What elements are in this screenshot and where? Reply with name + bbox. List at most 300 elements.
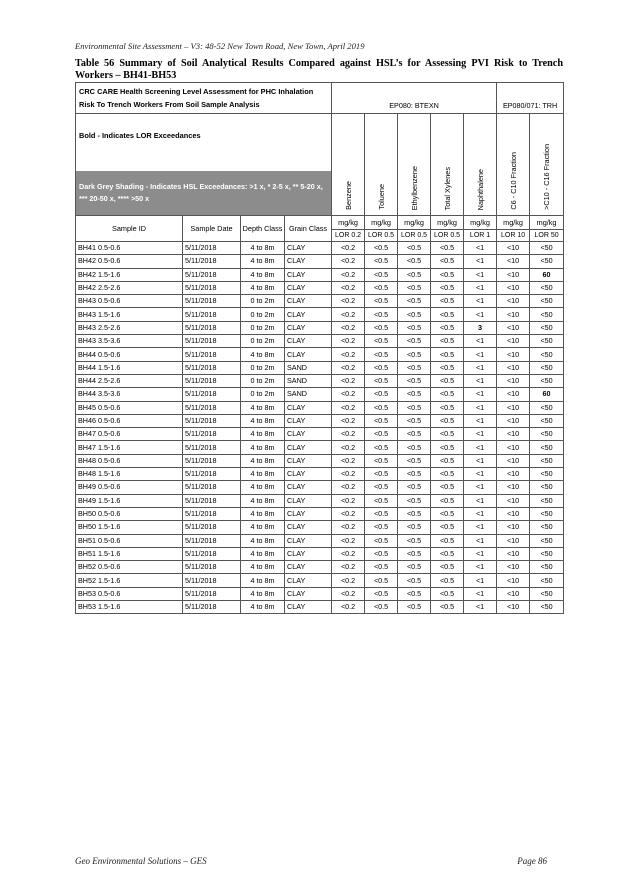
analyte-label: Toluene <box>376 184 386 210</box>
depth-class-cell: 4 to 8m <box>241 454 285 467</box>
result-cell: <50 <box>530 255 564 268</box>
table-row <box>76 547 564 560</box>
table-row <box>76 281 564 294</box>
result-cell: <0.5 <box>398 587 431 600</box>
result-cell: <10 <box>497 295 530 308</box>
result-cell: <0.2 <box>332 601 365 614</box>
result-cell: <0.5 <box>431 255 464 268</box>
result-cell: <10 <box>497 468 530 481</box>
result-cell: <0.5 <box>398 374 431 387</box>
sample-id-cell: BH44 1.5-1.6 <box>76 361 183 374</box>
depth-class-cell: 4 to 8m <box>241 255 285 268</box>
result-cell: <50 <box>530 428 564 441</box>
grain-class-cell: CLAY <box>285 601 332 614</box>
sample-id-cell: BH43 0.5-0.6 <box>76 295 183 308</box>
depth-class-cell: 0 to 2m <box>241 335 285 348</box>
analyte-label: Ethylbenzene <box>409 165 419 210</box>
unit-cell: mg/kg <box>530 216 564 230</box>
lor-cell: LOR 50 <box>530 230 564 242</box>
running-header: Environmental Site Assessment – V3: 48-52 New Town Road, New Town, April 2019 <box>75 41 365 51</box>
result-cell: <0.5 <box>398 335 431 348</box>
result-cell: <1 <box>464 481 497 494</box>
shading-note: Dark Grey Shading - Indicates HSL Exceedances: >1 x, * 2-5 x, ** 5-20 x, *** 20-50 x, **** >50 x <box>76 171 332 216</box>
result-cell: <0.5 <box>431 401 464 414</box>
grain-class-cell: SAND <box>285 361 332 374</box>
grain-class-cell: CLAY <box>285 521 332 534</box>
result-cell: <0.5 <box>431 414 464 427</box>
sample-id-cell: BH50 0.5-0.6 <box>76 507 183 520</box>
result-cell: <1 <box>464 401 497 414</box>
depth-class-cell: 4 to 8m <box>241 507 285 520</box>
result-cell: <10 <box>497 255 530 268</box>
result-cell: <0.5 <box>431 428 464 441</box>
grain-class-cell: CLAY <box>285 242 332 255</box>
analyte-header <box>464 114 497 216</box>
result-cell: <0.2 <box>332 295 365 308</box>
result-cell: <0.5 <box>365 561 398 574</box>
result-cell: <0.5 <box>431 281 464 294</box>
sample-date-cell: 5/11/2018 <box>183 308 241 321</box>
result-cell: <50 <box>530 335 564 348</box>
result-cell: <0.2 <box>332 255 365 268</box>
result-cell: 3 <box>464 321 497 334</box>
result-cell: <0.5 <box>398 268 431 281</box>
sample-id-cell: BH44 2.5-2.6 <box>76 374 183 387</box>
result-cell: <0.5 <box>365 547 398 560</box>
col-grain-class: Grain Class <box>285 216 332 242</box>
result-cell: <50 <box>530 507 564 520</box>
result-cell: <1 <box>464 441 497 454</box>
analyte-label: C6 - C10 Fraction <box>508 152 518 210</box>
result-cell: <0.2 <box>332 454 365 467</box>
result-cell: <1 <box>464 255 497 268</box>
result-cell: <0.2 <box>332 441 365 454</box>
result-cell: <0.5 <box>398 361 431 374</box>
grain-class-cell: CLAY <box>285 428 332 441</box>
depth-class-cell: 0 to 2m <box>241 361 285 374</box>
result-cell: <0.5 <box>365 361 398 374</box>
result-cell: <50 <box>530 521 564 534</box>
sample-date-cell: 5/11/2018 <box>183 428 241 441</box>
sample-id-cell: BH48 1.5-1.6 <box>76 468 183 481</box>
sample-id-cell: BH43 2.5-2.6 <box>76 321 183 334</box>
result-cell: 60 <box>530 268 564 281</box>
result-cell: <0.5 <box>398 601 431 614</box>
result-cell: <0.5 <box>398 454 431 467</box>
result-cell: <1 <box>464 561 497 574</box>
result-cell: <10 <box>497 507 530 520</box>
result-cell: <0.5 <box>431 348 464 361</box>
sample-id-cell: BH46 0.5-0.6 <box>76 414 183 427</box>
grain-class-cell: CLAY <box>285 468 332 481</box>
sample-date-cell: 5/11/2018 <box>183 494 241 507</box>
result-cell: <0.2 <box>332 521 365 534</box>
sample-date-cell: 5/11/2018 <box>183 561 241 574</box>
result-cell: <50 <box>530 361 564 374</box>
result-cell: <50 <box>530 481 564 494</box>
result-cell: <0.5 <box>431 468 464 481</box>
result-cell: <1 <box>464 468 497 481</box>
result-cell: <50 <box>530 587 564 600</box>
result-cell: <50 <box>530 348 564 361</box>
lor-cell: LOR 0.5 <box>365 230 398 242</box>
grain-class-cell: CLAY <box>285 561 332 574</box>
unit-cell: mg/kg <box>431 216 464 230</box>
result-cell: <10 <box>497 388 530 401</box>
depth-class-cell: 4 to 8m <box>241 242 285 255</box>
sample-id-cell: BH42 1.5-1.6 <box>76 268 183 281</box>
sample-date-cell: 5/11/2018 <box>183 507 241 520</box>
group-btexn: EP080: BTEXN <box>332 83 497 114</box>
table-row <box>76 348 564 361</box>
result-cell: <0.2 <box>332 321 365 334</box>
sample-id-cell: BH53 1.5-1.6 <box>76 601 183 614</box>
col-sample-id: Sample ID <box>76 216 183 242</box>
result-cell: <0.5 <box>398 441 431 454</box>
result-cell: <0.5 <box>431 547 464 560</box>
grain-class-cell: CLAY <box>285 454 332 467</box>
analyte-label: Benzene <box>343 181 353 210</box>
sample-date-cell: 5/11/2018 <box>183 521 241 534</box>
table-row <box>76 494 564 507</box>
result-cell: <0.5 <box>431 481 464 494</box>
result-cell: <1 <box>464 534 497 547</box>
result-cell: <10 <box>497 242 530 255</box>
sample-date-cell: 5/11/2018 <box>183 587 241 600</box>
result-cell: <0.5 <box>365 441 398 454</box>
table-row <box>76 321 564 334</box>
result-cell: <0.2 <box>332 534 365 547</box>
result-cell: <0.5 <box>431 561 464 574</box>
result-cell: <0.5 <box>365 335 398 348</box>
result-cell: <1 <box>464 308 497 321</box>
result-cell: <0.2 <box>332 547 365 560</box>
result-cell: <0.5 <box>398 428 431 441</box>
result-cell: <0.5 <box>365 481 398 494</box>
sample-id-cell: BH48 0.5-0.6 <box>76 454 183 467</box>
grain-class-cell: CLAY <box>285 255 332 268</box>
result-cell: <0.5 <box>365 374 398 387</box>
result-cell: <1 <box>464 574 497 587</box>
sample-date-cell: 5/11/2018 <box>183 361 241 374</box>
grain-class-cell: CLAY <box>285 441 332 454</box>
result-cell: <0.2 <box>332 587 365 600</box>
col-depth-class: Depth Class <box>241 216 285 242</box>
analyte-header <box>431 114 464 216</box>
depth-class-cell: 4 to 8m <box>241 534 285 547</box>
result-cell: <1 <box>464 428 497 441</box>
table-row <box>76 295 564 308</box>
unit-cell: mg/kg <box>497 216 530 230</box>
result-cell: <0.5 <box>431 534 464 547</box>
result-cell: <0.5 <box>365 255 398 268</box>
sample-id-cell: BH42 2.5-2.6 <box>76 281 183 294</box>
depth-class-cell: 4 to 8m <box>241 268 285 281</box>
depth-class-cell: 4 to 8m <box>241 547 285 560</box>
result-cell: <10 <box>497 268 530 281</box>
analyte-header <box>365 114 398 216</box>
result-cell: <1 <box>464 547 497 560</box>
depth-class-cell: 0 to 2m <box>241 388 285 401</box>
result-cell: <50 <box>530 574 564 587</box>
result-cell: <0.5 <box>365 534 398 547</box>
result-cell: 60 <box>530 388 564 401</box>
lor-cell: LOR 1 <box>464 230 497 242</box>
table-row <box>76 521 564 534</box>
result-cell: <1 <box>464 335 497 348</box>
sample-id-cell: BH45 0.5-0.6 <box>76 401 183 414</box>
result-cell: <50 <box>530 441 564 454</box>
result-cell: <0.5 <box>365 295 398 308</box>
result-cell: <50 <box>530 454 564 467</box>
result-cell: <0.5 <box>431 587 464 600</box>
result-cell: <0.5 <box>365 494 398 507</box>
result-cell: <0.5 <box>431 335 464 348</box>
result-cell: <1 <box>464 507 497 520</box>
table-row <box>76 335 564 348</box>
table-row <box>76 534 564 547</box>
table-row <box>76 468 564 481</box>
result-cell: <0.5 <box>365 348 398 361</box>
depth-class-cell: 4 to 8m <box>241 587 285 600</box>
result-cell: <50 <box>530 281 564 294</box>
unit-cell: mg/kg <box>365 216 398 230</box>
analyte-header <box>398 114 431 216</box>
result-cell: <10 <box>497 308 530 321</box>
result-cell: <10 <box>497 481 530 494</box>
result-cell: <0.2 <box>332 374 365 387</box>
grain-class-cell: CLAY <box>285 281 332 294</box>
result-cell: <0.5 <box>431 574 464 587</box>
sample-id-cell: BH49 1.5-1.6 <box>76 494 183 507</box>
result-cell: <50 <box>530 534 564 547</box>
analyte-header <box>530 114 564 216</box>
result-cell: <0.2 <box>332 468 365 481</box>
result-cell: <0.2 <box>332 481 365 494</box>
result-cell: <0.5 <box>398 561 431 574</box>
result-cell: <10 <box>497 547 530 560</box>
depth-class-cell: 4 to 8m <box>241 468 285 481</box>
result-cell: <0.5 <box>365 587 398 600</box>
sample-id-cell: BH50 1.5-1.6 <box>76 521 183 534</box>
result-cell: <1 <box>464 454 497 467</box>
result-cell: <1 <box>464 242 497 255</box>
sample-date-cell: 5/11/2018 <box>183 574 241 587</box>
result-cell: <0.5 <box>365 308 398 321</box>
grain-class-cell: CLAY <box>285 335 332 348</box>
sample-id-cell: BH44 0.5-0.6 <box>76 348 183 361</box>
sample-id-cell: BH44 3.5-3.6 <box>76 388 183 401</box>
sample-id-cell: BH47 0.5-0.6 <box>76 428 183 441</box>
header-row-1 <box>76 83 564 114</box>
result-cell: <50 <box>530 242 564 255</box>
result-cell: <50 <box>530 601 564 614</box>
result-cell: <0.5 <box>398 574 431 587</box>
result-cell: <50 <box>530 308 564 321</box>
result-cell: <10 <box>497 534 530 547</box>
table-row <box>76 561 564 574</box>
result-cell: <0.5 <box>365 268 398 281</box>
result-cell: <1 <box>464 281 497 294</box>
sample-date-cell: 5/11/2018 <box>183 281 241 294</box>
result-cell: <0.2 <box>332 348 365 361</box>
table-row <box>76 388 564 401</box>
depth-class-cell: 0 to 2m <box>241 295 285 308</box>
sample-id-cell: BH51 0.5-0.6 <box>76 534 183 547</box>
result-cell: <0.5 <box>431 601 464 614</box>
col-sample-date: Sample Date <box>183 216 241 242</box>
depth-class-cell: 4 to 8m <box>241 414 285 427</box>
grain-class-cell: CLAY <box>285 574 332 587</box>
sample-date-cell: 5/11/2018 <box>183 295 241 308</box>
result-cell: <0.5 <box>398 468 431 481</box>
group-trh: EP080/071: TRH <box>497 83 564 114</box>
grain-class-cell: CLAY <box>285 268 332 281</box>
sample-id-cell: BH43 3.5-3.6 <box>76 335 183 348</box>
result-cell: <0.5 <box>365 281 398 294</box>
sample-date-cell: 5/11/2018 <box>183 321 241 334</box>
result-cell: <0.5 <box>365 574 398 587</box>
analyte-label: Total Xylenes <box>442 166 452 210</box>
sample-date-cell: 5/11/2018 <box>183 468 241 481</box>
result-cell: <0.5 <box>431 268 464 281</box>
depth-class-cell: 4 to 8m <box>241 441 285 454</box>
sample-date-cell: 5/11/2018 <box>183 601 241 614</box>
sample-date-cell: 5/11/2018 <box>183 335 241 348</box>
result-cell: <0.5 <box>431 361 464 374</box>
depth-class-cell: 0 to 2m <box>241 374 285 387</box>
unit-cell: mg/kg <box>332 216 365 230</box>
sample-date-cell: 5/11/2018 <box>183 481 241 494</box>
result-cell: <0.5 <box>398 388 431 401</box>
result-cell: <0.5 <box>431 441 464 454</box>
result-cell: <50 <box>530 295 564 308</box>
result-cell: <10 <box>497 428 530 441</box>
result-cell: <0.2 <box>332 494 365 507</box>
result-cell: <0.2 <box>332 335 365 348</box>
result-cell: <0.5 <box>365 401 398 414</box>
sample-id-cell: BH42 0.5-0.6 <box>76 255 183 268</box>
result-cell: <1 <box>464 374 497 387</box>
grain-class-cell: CLAY <box>285 414 332 427</box>
table-row <box>76 361 564 374</box>
depth-class-cell: 4 to 8m <box>241 428 285 441</box>
result-cell: <10 <box>497 401 530 414</box>
result-cell: <10 <box>497 561 530 574</box>
sample-date-cell: 5/11/2018 <box>183 255 241 268</box>
depth-class-cell: 0 to 2m <box>241 321 285 334</box>
result-cell: <0.5 <box>398 281 431 294</box>
result-cell: <0.5 <box>431 242 464 255</box>
result-cell: <50 <box>530 414 564 427</box>
result-cell: <10 <box>497 335 530 348</box>
result-cell: <0.5 <box>365 507 398 520</box>
lor-cell: LOR 0.2 <box>332 230 365 242</box>
result-cell: <50 <box>530 494 564 507</box>
result-cell: <0.5 <box>365 388 398 401</box>
result-cell: <10 <box>497 574 530 587</box>
result-cell: <0.5 <box>365 414 398 427</box>
grain-class-cell: CLAY <box>285 587 332 600</box>
depth-class-cell: 4 to 8m <box>241 521 285 534</box>
units-row <box>76 216 564 230</box>
result-cell: <50 <box>530 468 564 481</box>
depth-class-cell: 4 to 8m <box>241 574 285 587</box>
table-row <box>76 441 564 454</box>
result-cell: <1 <box>464 587 497 600</box>
table-row <box>76 242 564 255</box>
table-row <box>76 374 564 387</box>
result-cell: <50 <box>530 321 564 334</box>
sample-id-cell: BH49 0.5-0.6 <box>76 481 183 494</box>
result-cell: <0.5 <box>431 507 464 520</box>
result-cell: <0.5 <box>398 242 431 255</box>
depth-class-cell: 4 to 8m <box>241 601 285 614</box>
result-cell: <10 <box>497 321 530 334</box>
depth-class-cell: 4 to 8m <box>241 401 285 414</box>
table-row <box>76 481 564 494</box>
result-cell: <1 <box>464 494 497 507</box>
table-row <box>76 255 564 268</box>
result-cell: <1 <box>464 268 497 281</box>
result-cell: <0.5 <box>398 414 431 427</box>
table-row <box>76 308 564 321</box>
result-cell: <0.2 <box>332 268 365 281</box>
result-cell: <0.5 <box>431 321 464 334</box>
result-cell: <0.5 <box>365 454 398 467</box>
result-cell: <0.5 <box>398 534 431 547</box>
grain-class-cell: CLAY <box>285 494 332 507</box>
sample-id-cell: BH52 1.5-1.6 <box>76 574 183 587</box>
result-cell: <0.5 <box>398 401 431 414</box>
result-cell: <0.5 <box>365 521 398 534</box>
sample-date-cell: 5/11/2018 <box>183 374 241 387</box>
grain-class-cell: CLAY <box>285 481 332 494</box>
result-cell: <10 <box>497 601 530 614</box>
analyte-header <box>497 114 530 216</box>
bold-note: Bold - Indicates LOR Exceedances <box>76 114 332 172</box>
result-cell: <0.5 <box>365 321 398 334</box>
table-row <box>76 454 564 467</box>
result-cell: <50 <box>530 561 564 574</box>
result-cell: <50 <box>530 374 564 387</box>
table-title: CRC CARE Health Screening Level Assessment for PHC Inhalation Risk To Trench Workers From Soil Sample Analysis <box>76 83 332 114</box>
grain-class-cell: CLAY <box>285 401 332 414</box>
result-cell: <1 <box>464 361 497 374</box>
result-cell: <0.2 <box>332 242 365 255</box>
result-cell: <0.2 <box>332 281 365 294</box>
result-cell: <1 <box>464 414 497 427</box>
footer-page-number: Page 86 <box>517 856 547 866</box>
grain-class-cell: SAND <box>285 374 332 387</box>
result-cell: <0.2 <box>332 308 365 321</box>
sample-date-cell: 5/11/2018 <box>183 401 241 414</box>
result-cell: <0.5 <box>431 295 464 308</box>
result-cell: <0.5 <box>398 481 431 494</box>
depth-class-cell: 4 to 8m <box>241 281 285 294</box>
result-cell: <10 <box>497 374 530 387</box>
grain-class-cell: CLAY <box>285 321 332 334</box>
result-cell: <0.2 <box>332 561 365 574</box>
result-cell: <0.5 <box>365 242 398 255</box>
grain-class-cell: CLAY <box>285 308 332 321</box>
result-cell: <1 <box>464 348 497 361</box>
result-cell: <10 <box>497 454 530 467</box>
result-cell: <0.5 <box>431 521 464 534</box>
sample-id-cell: BH41 0.5-0.6 <box>76 242 183 255</box>
result-cell: <0.5 <box>398 295 431 308</box>
analyte-label: >C10 - C16 Fraction <box>542 144 552 210</box>
